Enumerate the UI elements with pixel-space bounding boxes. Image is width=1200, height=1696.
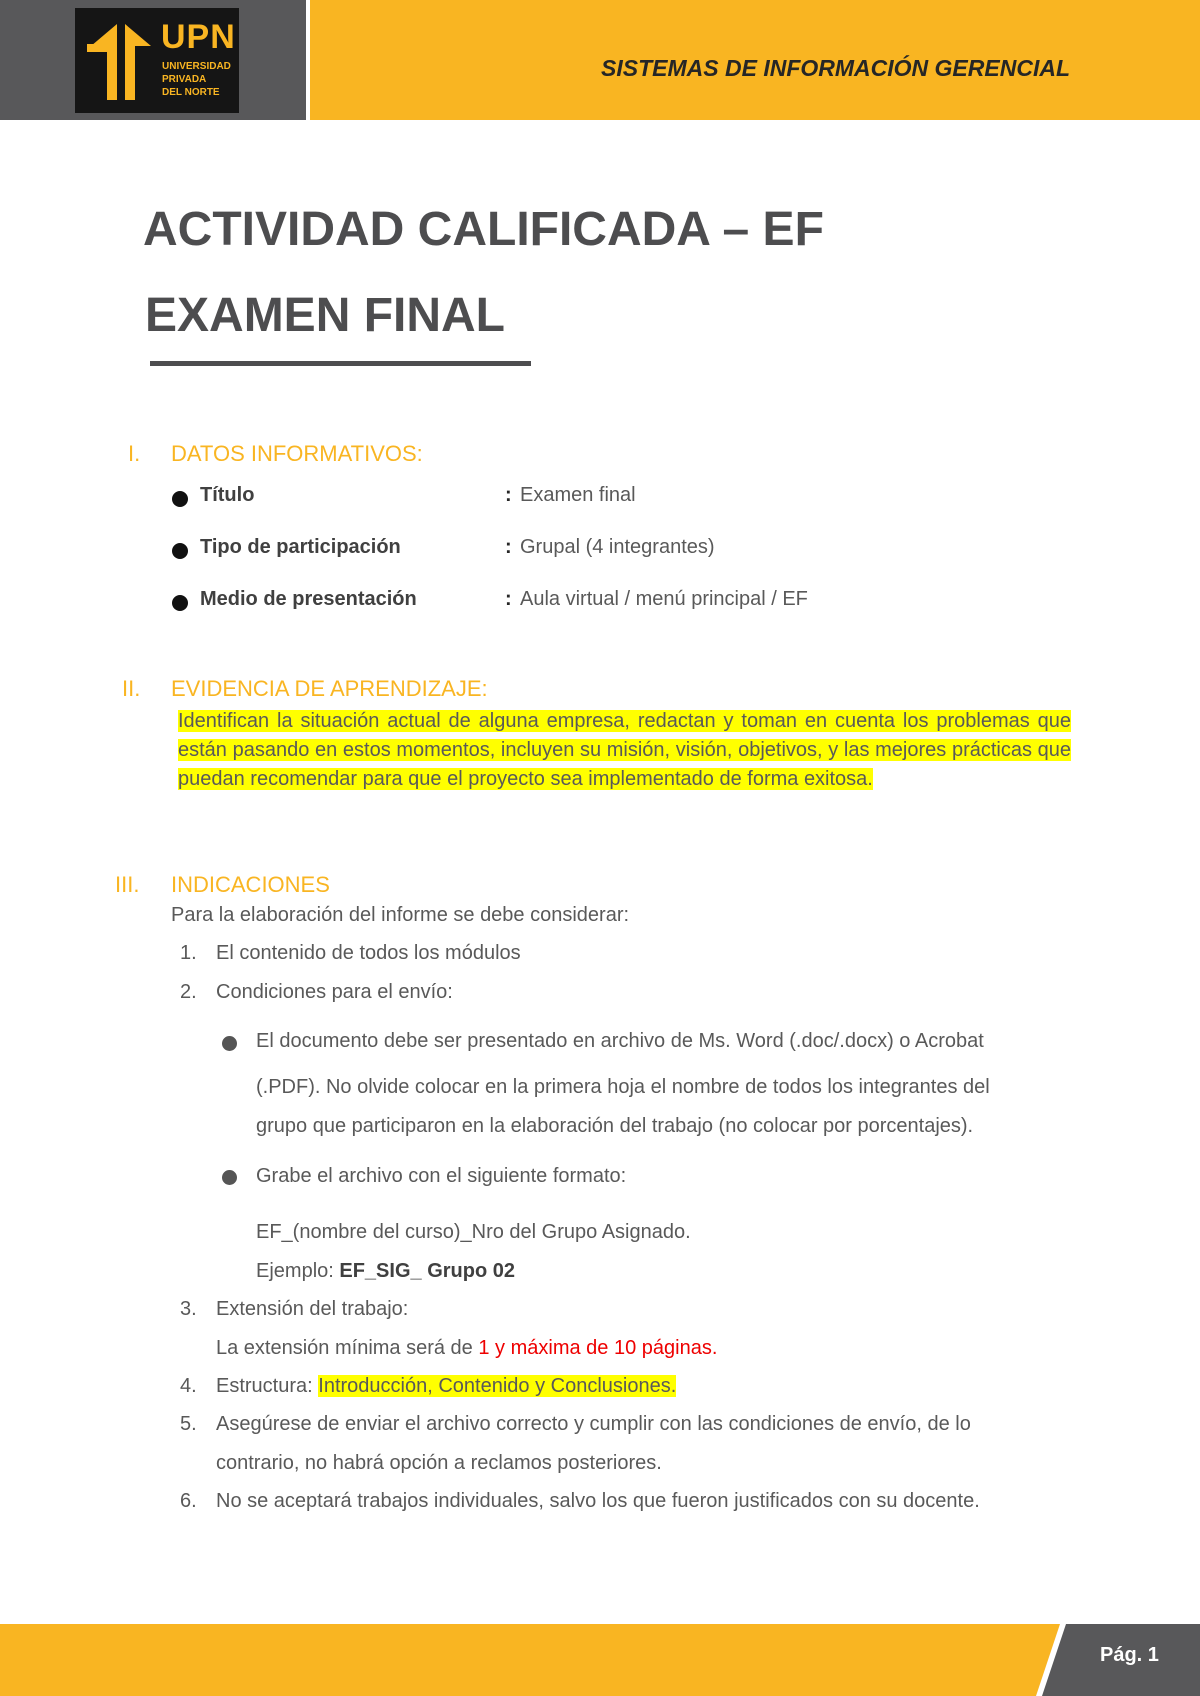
bullet-icon xyxy=(172,595,188,611)
list-item-6: No se aceptará trabajos individuales, salvo los que fueron justificados con su docente. xyxy=(216,1490,980,1512)
list-item-5-line1: Asegúrese de enviar el archivo correcto y cumplir con las condiciones de envío, de lo xyxy=(216,1413,971,1435)
info-value: Aula virtual / menú principal / EF xyxy=(520,588,808,610)
list-number: 5. xyxy=(180,1413,197,1435)
structure-prefix: Estructura: xyxy=(216,1375,319,1397)
section-heading-iii xyxy=(115,872,515,902)
indications-intro: Para la elaboración del informe se debe considerar: xyxy=(171,904,630,926)
list-number: 1. xyxy=(180,942,197,964)
list-item-2: Condiciones para el envío: xyxy=(216,981,453,1003)
info-key: Medio de presentación xyxy=(200,588,417,610)
page-footer xyxy=(0,1624,1200,1696)
logo-text: UPN xyxy=(161,18,236,56)
info-value: Grupal (4 integrantes) xyxy=(520,536,715,558)
info-key: Título xyxy=(200,484,255,506)
page-number: Pág. 1 xyxy=(1100,1644,1159,1666)
section-label: DATOS INFORMATIVOS: xyxy=(171,441,423,466)
document-subtitle: EXAMEN FINAL xyxy=(145,289,505,342)
highlighted-text: Identifican la situación actual de alguna empresa, redactan y toman en cuenta los problemas que están pasando en estos momentos, incluyen su misión, visión, objetivos, y las mejores prácticas que puedan recomendar para que el proyecto sea implementado de forma exitosa. xyxy=(178,710,1071,790)
evidence-paragraph xyxy=(178,707,1071,794)
section-label: INDICACIONES xyxy=(171,872,330,897)
document-title: ACTIVIDAD CALIFICADA – EF xyxy=(143,203,824,256)
extension-line xyxy=(216,1337,717,1360)
list-number: 4. xyxy=(180,1375,197,1397)
example-line xyxy=(256,1260,515,1283)
upn-logo xyxy=(75,8,239,113)
bullet-icon xyxy=(172,543,188,559)
info-colon: : xyxy=(505,588,512,610)
extension-range: 1 y máxima de 10 páginas xyxy=(478,1337,712,1359)
bullet-icon xyxy=(222,1036,237,1051)
bullet-text-line: grupo que participaron en la elaboración del trabajo (no colocar por porcentajes). xyxy=(256,1115,974,1137)
structure-highlight: Introducción, Contenido y Conclusiones. xyxy=(318,1375,677,1397)
list-number: 2. xyxy=(180,981,197,1003)
upn-arrow-icon xyxy=(87,22,155,102)
section-number: II. xyxy=(122,676,141,701)
bullet-text-format: Grabe el archivo con el siguiente formato: xyxy=(256,1165,627,1187)
logo-subtitle: UNIVERSIDAD PRIVADA DEL NORTE xyxy=(162,61,231,98)
example-label: Ejemplo: xyxy=(256,1260,340,1282)
section-number: I. xyxy=(128,441,141,466)
list-number: 3. xyxy=(180,1298,197,1320)
page-header xyxy=(0,0,1200,120)
bullet-icon xyxy=(222,1170,237,1185)
footer-accent-band xyxy=(0,1624,1060,1696)
course-title: SISTEMAS DE INFORMACIÓN GERENCIAL xyxy=(601,55,1070,81)
info-value: Examen final xyxy=(520,484,636,506)
info-colon: : xyxy=(505,536,512,558)
section-label: EVIDENCIA DE APRENDIZAJE: xyxy=(171,676,488,701)
extension-prefix: La extensión mínima será de xyxy=(216,1337,479,1359)
info-row-participation xyxy=(172,536,1072,562)
list-item-1: El contenido de todos los módulos xyxy=(216,942,521,964)
bullet-text-line: (.PDF). No olvide colocar en la primera hoja el nombre de todos los integrantes del xyxy=(256,1076,990,1098)
list-item-4 xyxy=(216,1375,676,1398)
title-underline xyxy=(150,361,531,366)
list-item-3: Extensión del trabajo: xyxy=(216,1298,409,1320)
format-template: EF_(nombre del curso)_Nro del Grupo Asignado. xyxy=(256,1221,691,1243)
info-key: Tipo de participación xyxy=(200,536,401,558)
info-row-medium xyxy=(172,588,1072,614)
section-heading-i xyxy=(128,441,528,471)
info-row-title xyxy=(172,484,1072,510)
section-heading-ii xyxy=(122,676,722,706)
bullet-icon xyxy=(172,491,188,507)
info-colon: : xyxy=(505,484,512,506)
extension-suffix: . xyxy=(711,1337,718,1359)
section-number: III. xyxy=(115,872,140,897)
list-number: 6. xyxy=(180,1490,197,1512)
list-item-5-line2: contrario, no habrá opción a reclamos posteriores. xyxy=(216,1452,662,1474)
example-value: EF_SIG_ Grupo 02 xyxy=(339,1260,515,1282)
bullet-text-line: El documento debe ser presentado en archivo de Ms. Word (.doc/.docx) o Acrobat xyxy=(256,1030,984,1052)
